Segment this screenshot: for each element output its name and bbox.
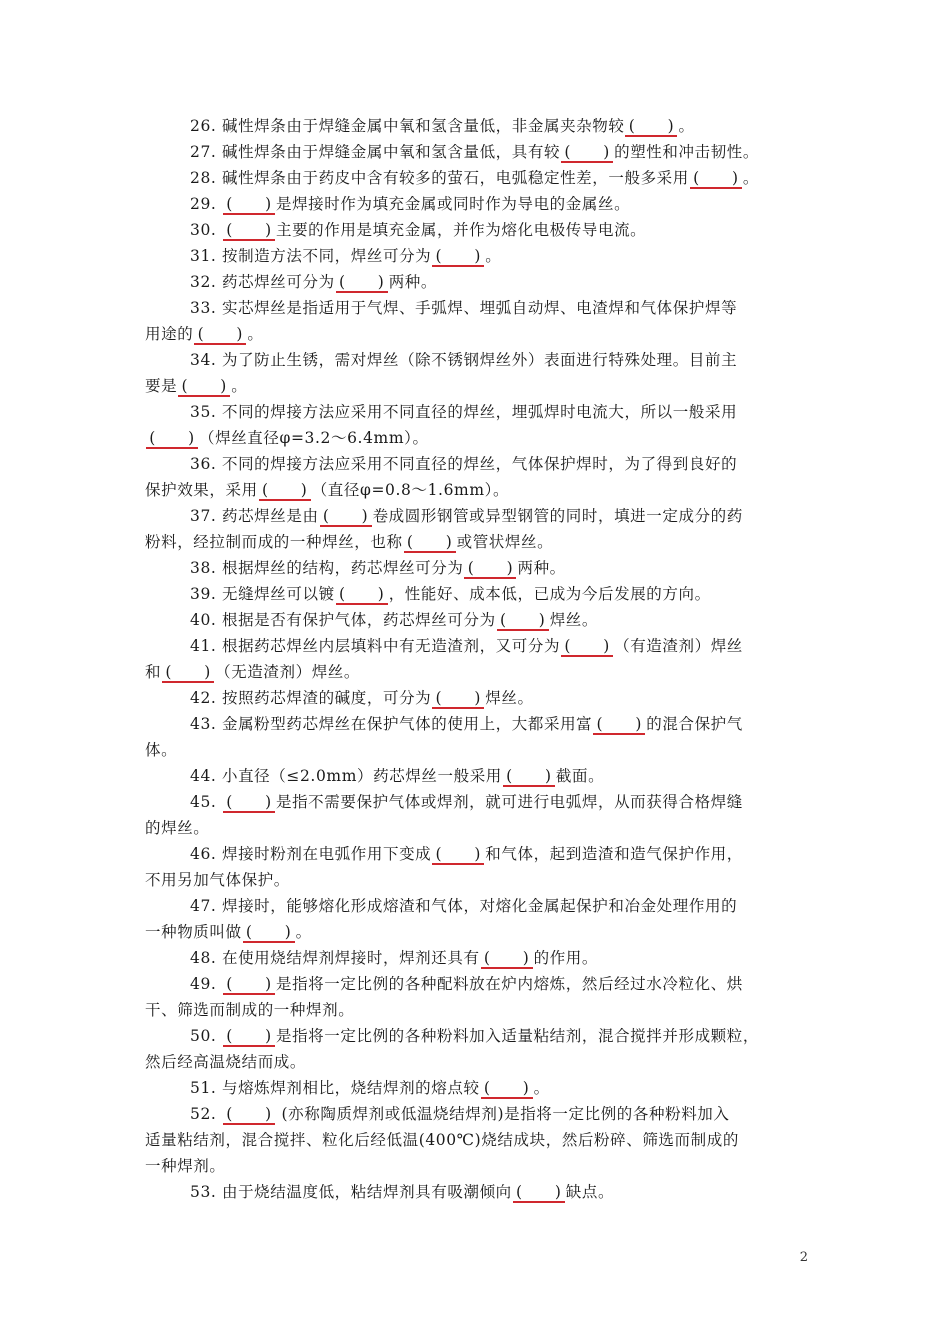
answer-blank[interactable]: ( ) xyxy=(178,377,230,397)
question-text: 35. 不同的焊接方法应采用不同直径的焊丝，埋弧焊时电流大，所以一般采用 xyxy=(190,403,738,421)
question-text: 的塑性和冲击韧性。 xyxy=(614,143,759,161)
question-text: 或管状焊丝。 xyxy=(456,533,554,551)
question-line xyxy=(145,1075,805,1101)
question-text: 焊丝。 xyxy=(485,689,534,707)
question-text: 52. xyxy=(190,1105,222,1123)
answer-blank[interactable]: ( ) xyxy=(561,143,613,163)
question-line xyxy=(145,737,805,763)
question-line xyxy=(145,1127,805,1153)
question-text: 和 xyxy=(145,663,162,681)
answer-blank[interactable]: ( ) xyxy=(464,559,516,579)
question-text: 是指将一定比例的各种配料放在炉内熔炼，然后经过水冷粒化、烘 xyxy=(275,975,743,993)
question-item xyxy=(145,607,805,633)
answer-blank[interactable]: ( ) xyxy=(223,1105,275,1125)
question-text: 要是 xyxy=(145,377,178,395)
question-text: 焊丝。 xyxy=(549,611,598,629)
question-item xyxy=(145,763,805,789)
question-line xyxy=(145,581,805,607)
question-text: 37. 药芯焊丝是由 xyxy=(190,507,319,525)
question-text: 38. 根据焊丝的结构，药芯焊丝可分为 xyxy=(190,559,464,577)
question-text: 40. 根据是否有保护气体，药芯焊丝可分为 xyxy=(190,611,496,629)
question-text: 。 xyxy=(533,1079,550,1097)
question-text: 51. 与熔炼焊剂相比，烧结焊剂的熔点较 xyxy=(190,1079,480,1097)
question-text: 53. 由于烧结温度低，粘结焊剂具有吸潮倾向 xyxy=(190,1183,512,1201)
question-line xyxy=(145,477,805,503)
question-item xyxy=(145,971,805,1023)
answer-blank[interactable]: ( ) xyxy=(223,221,275,241)
question-text: 两种。 xyxy=(388,273,437,291)
question-line xyxy=(145,711,805,737)
question-line xyxy=(145,867,805,893)
question-line xyxy=(145,763,805,789)
question-text: 43. 金属粉型药芯焊丝在保护气体的使用上，大都采用富 xyxy=(190,715,593,733)
answer-blank[interactable]: ( ) xyxy=(194,325,246,345)
answer-blank[interactable]: ( ) xyxy=(320,507,372,527)
question-text: 。 xyxy=(231,377,248,395)
question-text: 是指将一定比例的各种粉料加入适量粘结剂，混合搅拌并形成颗粒， xyxy=(275,1027,759,1045)
question-text: 42. 按照药芯焊渣的碱度，可分为 xyxy=(190,689,432,707)
question-text: 。 xyxy=(247,325,264,343)
question-text: 是焊接时作为填充金属或同时作为导电的金属丝。 xyxy=(275,195,631,213)
question-list xyxy=(145,113,805,1205)
question-text: 49. xyxy=(190,975,222,993)
question-text: 。 xyxy=(295,923,312,941)
question-item xyxy=(145,295,805,347)
question-text: ，性能好、成本低，已成为今后发展的方向。 xyxy=(388,585,711,603)
question-text: 用途的 xyxy=(145,325,194,343)
question-text: 33. 实芯焊丝是指适用于气焊、手弧焊、埋弧自动焊、电渣焊和气体保护焊等 xyxy=(190,299,738,317)
answer-blank[interactable]: ( ) xyxy=(432,845,484,865)
question-text: 41. 根据药芯焊丝内层填料中有无造渣剂，又可分为 xyxy=(190,637,561,655)
question-line xyxy=(145,997,805,1023)
question-line xyxy=(145,503,805,529)
question-text: 28. 碱性焊条由于药皮中含有较多的萤石，电弧稳定性差，一般多采用 xyxy=(190,169,689,187)
answer-blank[interactable]: ( ) xyxy=(513,1183,565,1203)
question-item xyxy=(145,789,805,841)
question-line xyxy=(145,893,805,919)
question-line xyxy=(145,191,805,217)
question-item xyxy=(145,451,805,503)
question-line xyxy=(145,529,805,555)
question-item xyxy=(145,399,805,451)
answer-blank[interactable]: ( ) xyxy=(690,169,742,189)
question-item xyxy=(145,1023,805,1075)
question-line xyxy=(145,555,805,581)
question-text: 然后经高温烧结而成。 xyxy=(145,1053,307,1071)
question-item xyxy=(145,165,805,191)
question-text: 不用另加气体保护。 xyxy=(145,871,290,889)
question-line xyxy=(145,1153,805,1179)
question-text: 。 xyxy=(742,169,759,187)
question-line xyxy=(145,139,805,165)
question-text: 的焊丝。 xyxy=(145,819,210,837)
question-text: 31. 按制造方法不同，焊丝可分为 xyxy=(190,247,432,265)
question-text: 32. 药芯焊丝可分为 xyxy=(190,273,335,291)
question-text: （无造渣剂）焊丝。 xyxy=(215,663,361,681)
answer-blank[interactable]: ( ) xyxy=(593,715,645,735)
question-item xyxy=(145,217,805,243)
question-line xyxy=(145,945,805,971)
question-text: (亦称陶质焊剂或低温烧结焊剂)是指将一定比例的各种粉料加入 xyxy=(275,1105,730,1123)
answer-blank[interactable]: ( ) xyxy=(223,195,275,215)
question-text: 粉料，经拉制而成的一种焊丝，也称 xyxy=(145,533,403,551)
question-item xyxy=(145,945,805,971)
question-text: 39. 无缝焊丝可以镀 xyxy=(190,585,335,603)
question-text: 34. 为了防止生锈，需对焊丝（除不锈钢焊丝外）表面进行特殊处理。目前主 xyxy=(190,351,738,369)
question-line xyxy=(145,113,805,139)
question-line xyxy=(145,1101,805,1127)
answer-blank[interactable]: ( ) xyxy=(497,611,549,631)
question-line xyxy=(145,217,805,243)
question-line xyxy=(145,347,805,373)
answer-blank[interactable]: ( ) xyxy=(432,247,484,267)
question-item xyxy=(145,581,805,607)
question-text: 45. xyxy=(190,793,222,811)
answer-blank[interactable]: ( ) xyxy=(223,975,275,995)
question-item xyxy=(145,243,805,269)
answer-blank[interactable]: ( ) xyxy=(259,481,311,501)
question-item xyxy=(145,633,805,685)
question-line xyxy=(145,243,805,269)
question-item xyxy=(145,1075,805,1101)
question-text: 缺点。 xyxy=(565,1183,615,1201)
answer-blank[interactable]: ( ) xyxy=(432,689,484,709)
question-text: 适量粘结剂，混合搅拌、粒化后经低温(400℃)烧结成块，然后粉碎、筛选而制成的 xyxy=(145,1131,739,1149)
question-text: 一种物质叫做 xyxy=(145,923,242,941)
question-text: 卷成圆形钢管或异型钢管的同时，填进一定成分的药 xyxy=(372,507,743,525)
question-text: 的混合保护气 xyxy=(646,715,743,733)
answer-blank[interactable]: ( ) xyxy=(223,793,275,813)
question-text: 46. 焊接时粉剂在电弧作用下变成 xyxy=(190,845,432,863)
question-line xyxy=(145,633,805,659)
answer-blank[interactable]: ( ) xyxy=(162,663,214,683)
answer-blank[interactable]: ( ) xyxy=(146,429,198,449)
answer-blank[interactable]: ( ) xyxy=(223,1027,275,1047)
answer-blank[interactable]: ( ) xyxy=(243,923,295,943)
question-line xyxy=(145,269,805,295)
question-line xyxy=(145,659,805,685)
question-line xyxy=(145,1023,805,1049)
question-text: （直径φ=0.8～1.6mm）。 xyxy=(311,481,510,499)
question-text: 的作用。 xyxy=(533,949,598,967)
question-text: 截面。 xyxy=(555,767,605,785)
question-text: 48. 在使用烧结焊剂焊接时，焊剂还具有 xyxy=(190,949,480,967)
answer-blank[interactable]: ( ) xyxy=(336,585,388,605)
question-text: 26. 碱性焊条由于焊缝金属中氧和氢含量低，非金属夹杂物较 xyxy=(190,117,625,135)
question-line xyxy=(145,165,805,191)
question-line xyxy=(145,607,805,633)
question-item xyxy=(145,139,805,165)
question-text: 干、筛选而制成的一种焊剂。 xyxy=(145,1001,355,1019)
question-line xyxy=(145,685,805,711)
question-line xyxy=(145,451,805,477)
question-line xyxy=(145,399,805,425)
question-item xyxy=(145,269,805,295)
question-item xyxy=(145,503,805,555)
page-number: 2 xyxy=(799,1250,808,1265)
question-item xyxy=(145,711,805,763)
question-text: 27. 碱性焊条由于焊缝金属中氧和氢含量低，具有较 xyxy=(190,143,561,161)
question-line xyxy=(145,1179,805,1205)
question-text: 29. xyxy=(190,195,222,213)
question-line xyxy=(145,841,805,867)
question-line xyxy=(145,789,805,815)
question-item xyxy=(145,113,805,139)
question-text: 体。 xyxy=(145,741,178,759)
question-text: 。 xyxy=(678,117,695,135)
answer-blank[interactable]: ( ) xyxy=(561,637,613,657)
question-text: （焊丝直径φ=3.2～6.4mm）。 xyxy=(199,429,429,447)
question-text: 44. 小直径（≤2.0mm）药芯焊丝一般采用 xyxy=(190,767,502,785)
question-line xyxy=(145,321,805,347)
question-item xyxy=(145,1179,805,1205)
answer-blank[interactable]: ( ) xyxy=(481,1079,533,1099)
question-line xyxy=(145,815,805,841)
question-item xyxy=(145,1101,805,1179)
question-text: 36. 不同的焊接方法应采用不同直径的焊丝，气体保护焊时，为了得到良好的 xyxy=(190,455,738,473)
question-text: 47. 焊接时，能够熔化形成熔渣和气体，对熔化金属起保护和冶金处理作用的 xyxy=(190,897,738,915)
question-item xyxy=(145,841,805,893)
question-line xyxy=(145,425,805,451)
question-text: 主要的作用是填充金属，并作为熔化电极传导电流。 xyxy=(275,221,647,239)
question-line xyxy=(145,1049,805,1075)
answer-blank[interactable]: ( ) xyxy=(336,273,388,293)
question-item xyxy=(145,191,805,217)
question-line xyxy=(145,971,805,997)
question-item xyxy=(145,685,805,711)
question-item xyxy=(145,893,805,945)
answer-blank[interactable]: ( ) xyxy=(404,533,456,553)
question-text: 50. xyxy=(190,1027,222,1045)
question-text: 两种。 xyxy=(517,559,566,577)
answer-blank[interactable]: ( ) xyxy=(503,767,555,787)
question-text: （有造渣剂）焊丝 xyxy=(614,637,743,655)
question-item xyxy=(145,555,805,581)
question-line xyxy=(145,295,805,321)
question-text: 一种焊剂。 xyxy=(145,1157,226,1175)
question-item xyxy=(145,347,805,399)
question-text: 30. xyxy=(190,221,222,239)
answer-blank[interactable]: ( ) xyxy=(625,117,677,137)
question-text: 。 xyxy=(485,247,502,265)
question-text: 是指不需要保护气体或焊剂，就可进行电弧焊，从而获得合格焊缝 xyxy=(275,793,743,811)
question-line xyxy=(145,919,805,945)
question-line xyxy=(145,373,805,399)
question-text: 保护效果，采用 xyxy=(145,481,258,499)
answer-blank[interactable]: ( ) xyxy=(481,949,533,969)
question-text: 和气体，起到造渣和造气保护作用， xyxy=(485,845,743,863)
